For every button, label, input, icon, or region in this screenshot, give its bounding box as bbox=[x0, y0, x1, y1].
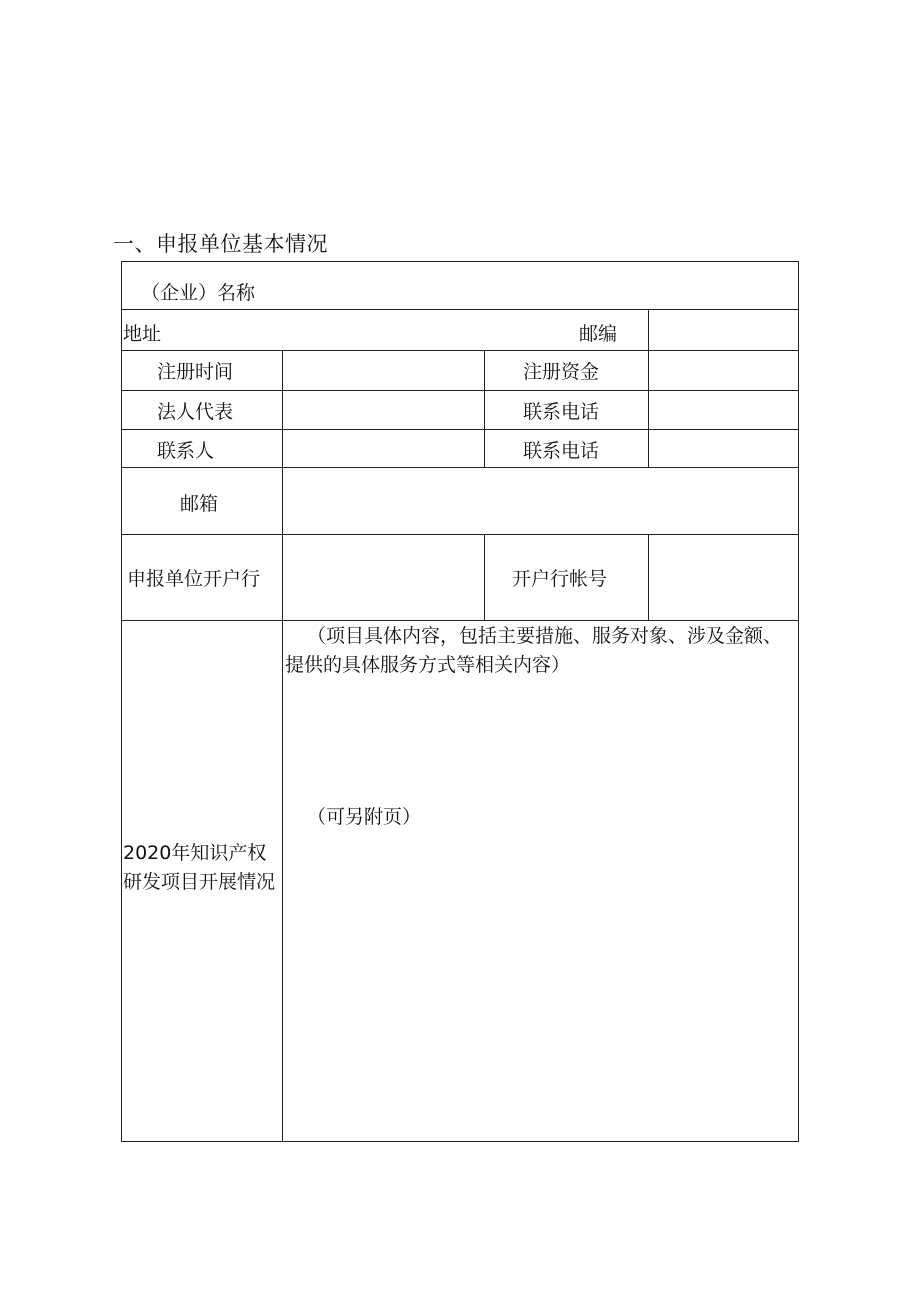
reg-date-label: 注册时间 bbox=[157, 361, 234, 383]
project-content-field[interactable] bbox=[283, 681, 798, 1141]
form-border-right bbox=[798, 261, 799, 1142]
contact-field[interactable] bbox=[283, 430, 484, 467]
attach-note: （可另附页） bbox=[307, 806, 422, 828]
section-title: 一、申报单位基本情况 bbox=[113, 232, 328, 256]
row-line-7 bbox=[121, 620, 799, 621]
account-label: 开户行帐号 bbox=[512, 568, 608, 590]
email-field[interactable] bbox=[283, 468, 798, 534]
legal-rep-label: 法人代表 bbox=[157, 401, 234, 423]
bank-field[interactable] bbox=[283, 535, 484, 620]
account-field[interactable] bbox=[649, 535, 798, 620]
address-field[interactable] bbox=[167, 310, 557, 350]
postcode-field[interactable] bbox=[649, 310, 798, 350]
phone-label-2: 联系电话 bbox=[523, 440, 600, 462]
phone-field-1[interactable] bbox=[649, 391, 798, 429]
row-line-bottom bbox=[121, 1141, 799, 1142]
phone-field-2[interactable] bbox=[649, 430, 798, 467]
postcode-label: 邮编 bbox=[579, 323, 618, 345]
reg-capital-field[interactable] bbox=[649, 351, 798, 390]
company-name-label: （企业）名称 bbox=[141, 282, 256, 304]
email-label: 邮箱 bbox=[180, 493, 219, 515]
project-instructions: （项目具体内容，包括主要措施、服务对象、涉及金额、提供的具体服务方式等相关内容） bbox=[285, 625, 783, 676]
contact-label: 联系人 bbox=[157, 440, 215, 462]
col-divider-2b bbox=[484, 534, 485, 620]
phone-label-1: 联系电话 bbox=[523, 401, 600, 423]
basic-info-form bbox=[121, 261, 799, 1142]
bank-label: 申报单位开户行 bbox=[127, 568, 261, 590]
col-divider-2 bbox=[484, 351, 485, 468]
legal-rep-field[interactable] bbox=[283, 391, 484, 429]
form-border-left bbox=[121, 261, 122, 1142]
address-label: 地址 bbox=[123, 323, 162, 345]
reg-date-field[interactable] bbox=[283, 351, 484, 390]
reg-capital-label: 注册资金 bbox=[523, 361, 600, 383]
project-label: 2020年知识产权研发项目开展情况 bbox=[123, 842, 276, 893]
company-name-field[interactable] bbox=[291, 262, 797, 309]
